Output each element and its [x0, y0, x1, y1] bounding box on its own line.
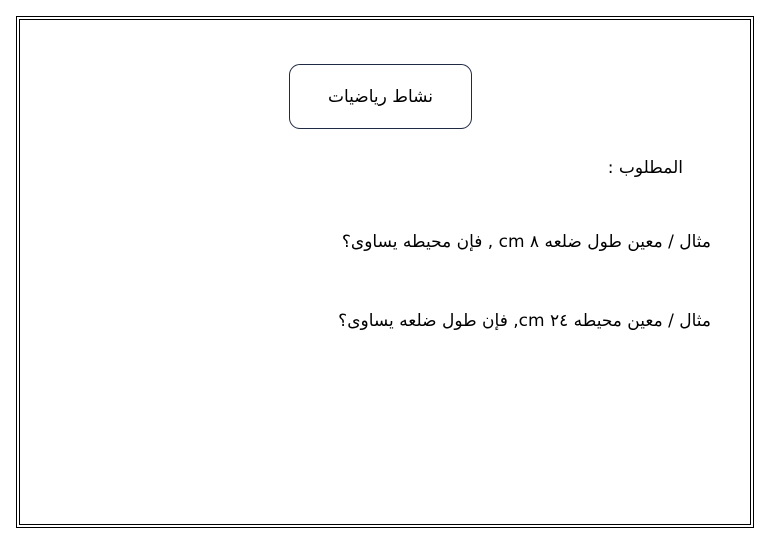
title-box — [289, 64, 472, 129]
page-title: نشاط رياضيات — [327, 86, 434, 107]
example-question-1: مثال / معين طول ضلعه ٨ cm , فإن محيطه يساوى؟ — [341, 232, 711, 252]
required-label: المطلوب : — [607, 158, 683, 178]
example-question-2: مثال / معين محيطه ٢٤ cm, فإن طول ضلعه يساوى؟ — [338, 311, 711, 331]
